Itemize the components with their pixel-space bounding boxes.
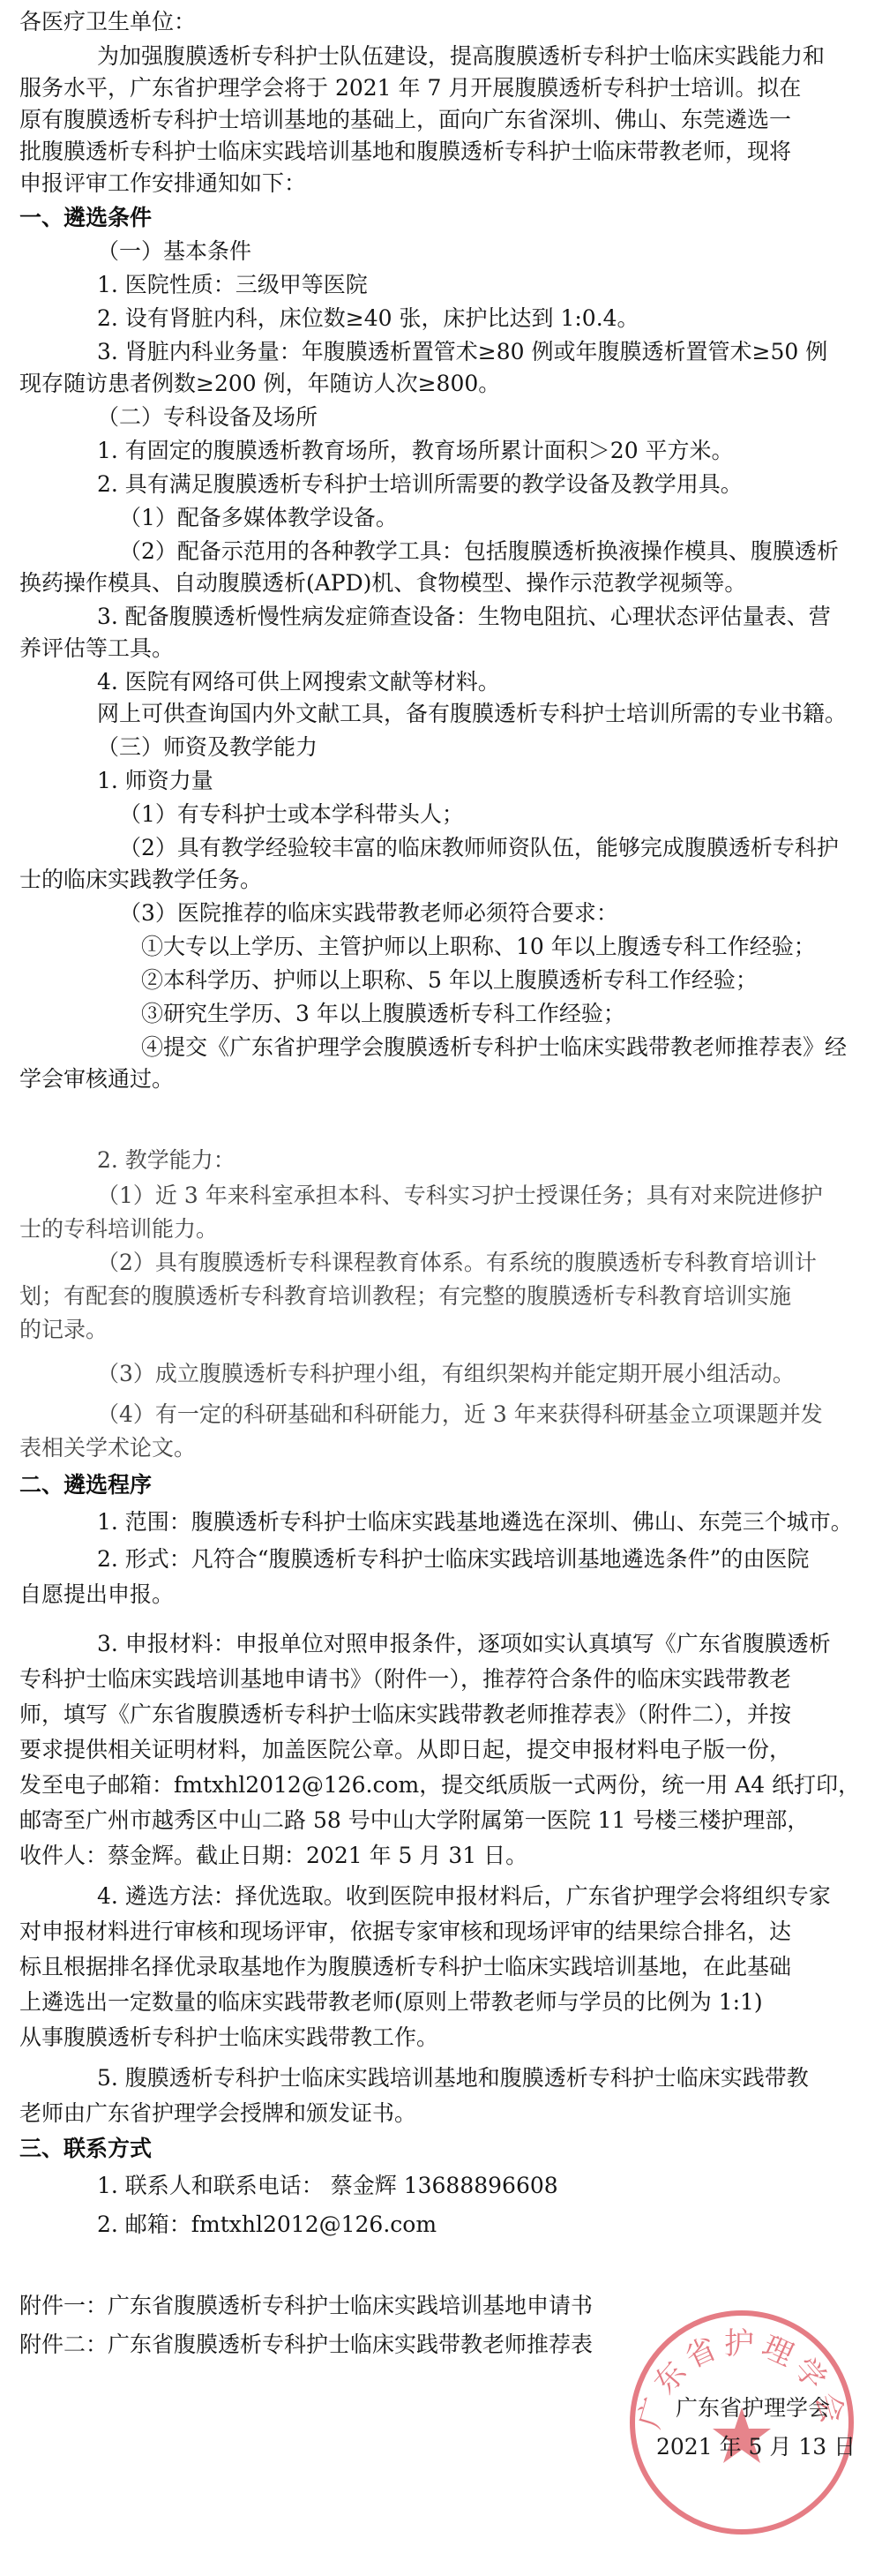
criteria-line: 的记录。 — [19, 1317, 108, 1342]
criteria-line: 1. 医院性质：三级甲等医院 — [97, 272, 368, 297]
intro-line: 申报评审工作安排通知如下： — [19, 170, 307, 196]
section-heading-procedure: 二、遴选程序 — [19, 1472, 153, 1498]
contact-line: 1. 联系人和联系电话： 蔡金辉 13688896608 — [97, 2173, 558, 2198]
criteria-line: （1）近 3 年来科室承担本科、专科实习护士授课任务；具有对来院进修护 — [97, 1183, 823, 1208]
criteria-line: 换药操作模具、自动腹膜透析(APD)机、食物模型、操作示范教学视频等。 — [19, 570, 747, 596]
criteria-line: （2）配备示范用的各种教学工具：包括腹膜透析换液操作模具、腹膜透析 — [119, 538, 839, 564]
subsection-heading: （一）基本条件 — [97, 238, 252, 264]
procedure-line: 师，填写《广东省腹膜透析专科护士临床实践带教老师推荐表》（附件二），并按 — [19, 1701, 792, 1727]
criteria-line: 2. 教学能力： — [97, 1147, 235, 1173]
signature-date: 2021 年 5 月 13 日 — [656, 2434, 856, 2460]
criteria-line: 划；有配套的腹膜透析专科教育培训教程；有完整的腹膜透析专科教育培训实施 — [19, 1283, 792, 1309]
criteria-line: ③研究生学历、3 年以上腹膜透析专科工作经验； — [141, 1001, 625, 1026]
procedure-line: 邮寄至广州市越秀区中山二路 58 号中山大学附属第一医院 11 号楼三楼护理部， — [19, 1807, 810, 1833]
criteria-line: 现存随访患者例数≥200 例，年随访人次≥800。 — [19, 371, 501, 396]
procedure-line: 发至电子邮箱：fmtxhl2012@126.com，提交纸质版一式两份，统一用 A4 纸打印， — [19, 1772, 861, 1798]
criteria-line: 1. 有固定的腹膜透析教育场所，教育场所累计面积＞20 平方米。 — [97, 438, 734, 463]
criteria-line: （1）有专科护士或本学科带头人； — [119, 801, 464, 827]
procedure-line: 自愿提出申报。 — [19, 1581, 175, 1607]
criteria-line: （4）有一定的科研基础和科研能力，近 3 年来获得科研基金立项课题并发 — [97, 1401, 823, 1427]
intro-line: 服务水平，广东省护理学会将于 2021 年 7 月开展腹膜透析专科护士培训。拟在 — [19, 75, 802, 101]
procedure-line: 对申报材料进行审核和现场评审，依据专家审核和现场评审的结果综合排名，达 — [19, 1919, 792, 1944]
salutation: 各医疗卫生单位： — [19, 9, 197, 34]
procedure-line: 2. 形式：凡符合“腹膜透析专科护士临床实践培训基地遴选条件”的由医院 — [97, 1546, 810, 1572]
criteria-line: （3）医院推荐的临床实践带教老师必须符合要求： — [119, 900, 618, 926]
criteria-line: 表相关学术论文。 — [19, 1435, 197, 1461]
procedure-line: 4. 遴选方法：择优选取。收到医院申报材料后，广东省护理学会将组织专家 — [97, 1883, 831, 1909]
intro-line: 批腹膜透析专科护士临床实践培训基地和腹膜透析专科护士临床带教老师，现将 — [19, 139, 792, 164]
criteria-line: 4. 医院有网络可供上网搜索文献等材料。 — [97, 669, 500, 695]
attachment-line: 附件一：广东省腹膜透析专科护士临床实践培训基地申请书 — [19, 2293, 594, 2318]
procedure-line: 标且根据排名择优录取基地作为腹膜透析专科护士临床实践培训基地，在此基础 — [19, 1954, 792, 1979]
procedure-line: 1. 范围：腹膜透析专科护士临床实践基地遴选在深圳、佛山、东莞三个城市。 — [97, 1509, 853, 1535]
seal-text: 广东省护理学会 — [632, 2326, 852, 2433]
criteria-line: 3. 肾脏内科业务量：年腹膜透析置管术≥80 例或年腹膜透析置管术≥50 例 — [97, 339, 828, 364]
criteria-line: 1. 师资力量 — [97, 768, 213, 793]
section-heading-criteria: 一、遴选条件 — [19, 205, 153, 230]
procedure-line: 从事腹膜透析专科护士临床实践带教工作。 — [19, 2024, 439, 2050]
procedure-line: 5. 腹膜透析专科护士临床实践培训基地和腹膜透析专科护士临床实践带教 — [97, 2065, 809, 2091]
criteria-line: 3. 配备腹膜透析慢性病发症筛查设备：生物电阻抗、心理状态评估量表、营 — [97, 604, 831, 629]
contact-line: 2. 邮箱：fmtxhl2012@126.com — [97, 2212, 437, 2237]
intro-line: 原有腹膜透析专科护士培训基地的基础上，面向广东省深圳、佛山、东莞遴选一 — [19, 107, 792, 132]
criteria-line: （2）具有腹膜透析专科课程教育体系。有系统的腹膜透析专科教育培训计 — [97, 1250, 817, 1275]
criteria-line: 士的临床实践教学任务。 — [19, 867, 263, 892]
procedure-line: 上遴选出一定数量的临床实践带教老师(原则上带教老师与学员的比例为 1:1) — [19, 1989, 763, 2015]
procedure-line: 要求提供相关证明材料，加盖医院公章。从即日起，提交申报材料电子版一份， — [19, 1737, 792, 1762]
intro-line: 为加强腹膜透析专科护士队伍建设，提高腹膜透析专科护士临床实践能力和 — [97, 43, 826, 69]
signature-org: 广东省护理学会 — [676, 2395, 831, 2421]
criteria-line: 养评估等工具。 — [19, 635, 175, 661]
criteria-line: ①大专以上学历、主管护师以上职称、10 年以上腹透专科工作经验； — [141, 934, 816, 959]
criteria-line: （2）具有教学经验较丰富的临床教师师资队伍，能够完成腹膜透析专科护 — [119, 835, 839, 860]
subsection-heading: （二）专科设备及场所 — [97, 404, 318, 430]
criteria-line: 网上可供查询国内外文献工具，备有腹膜透析专科护士培训所需的专业书籍。 — [97, 701, 848, 726]
section-heading-contact: 三、联系方式 — [19, 2136, 153, 2161]
criteria-line: 2. 具有满足腹膜透析专科护士培训所需要的教学设备及教学用具。 — [97, 471, 743, 497]
attachment-line: 附件二：广东省腹膜透析专科护士临床实践带教老师推荐表 — [19, 2332, 594, 2357]
criteria-line: （3）成立腹膜透析专科护理小组，有组织架构并能定期开展小组活动。 — [97, 1361, 795, 1386]
procedure-line: 3. 申报材料：申报单位对照申报条件，逐项如实认真填写《广东省腹膜透析 — [97, 1631, 831, 1656]
criteria-line: ④提交《广东省护理学会腹膜透析专科护士临床实践带教老师推荐表》经 — [141, 1034, 848, 1060]
procedure-line: 专科护士临床实践培训基地申请书》（附件一），推荐符合条件的临床实践带教老 — [19, 1666, 792, 1692]
criteria-line: ②本科学历、护师以上职称、5 年以上腹膜透析专科工作经验； — [141, 967, 758, 993]
criteria-line: 士的专科培训能力。 — [19, 1216, 219, 1242]
criteria-line: （1）配备多媒体教学设备。 — [119, 505, 398, 530]
criteria-line: 2. 设有肾脏内科，床位数≥40 张，床护比达到 1:0.4。 — [97, 305, 639, 331]
procedure-line: 老师由广东省护理学会授牌和颁发证书。 — [19, 2100, 417, 2126]
procedure-line: 收件人：蔡金辉。截止日期：2021 年 5 月 31 日。 — [19, 1843, 528, 1868]
subsection-heading: （三）师资及教学能力 — [97, 734, 318, 760]
criteria-line: 学会审核通过。 — [19, 1066, 175, 1092]
